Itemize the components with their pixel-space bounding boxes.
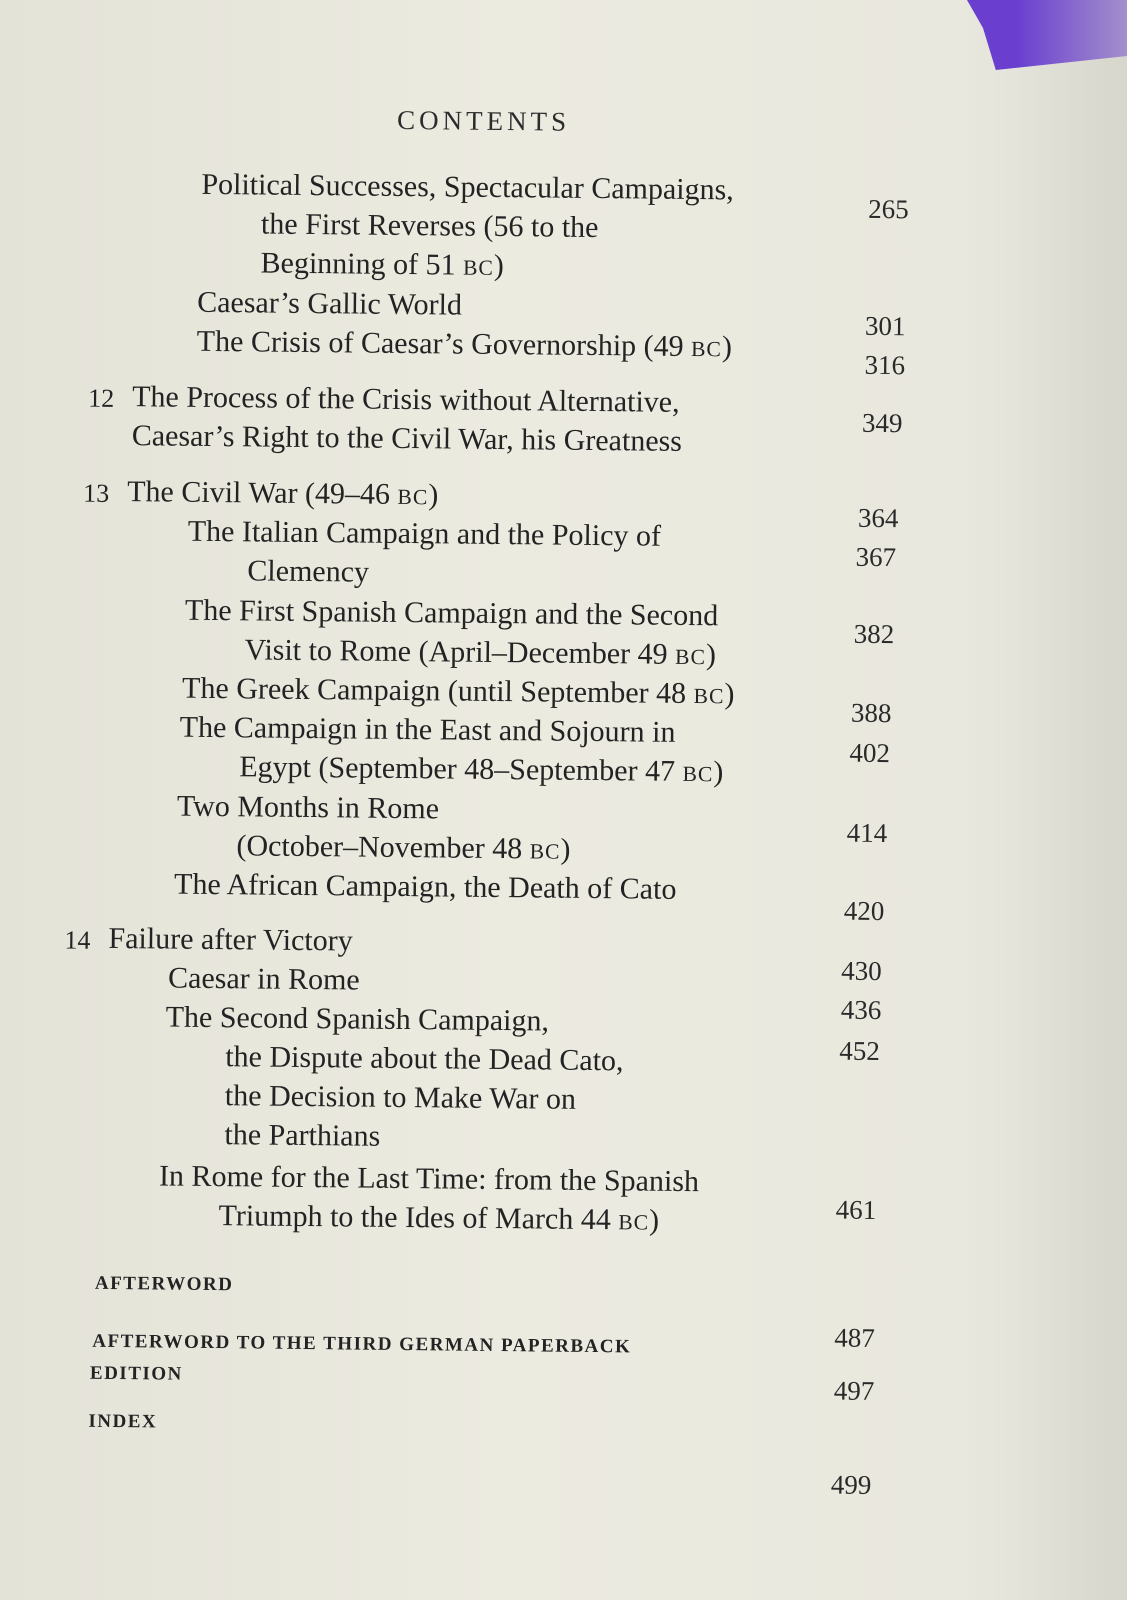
entry-line: Political Successes, Spectacular Campaigns, <box>201 167 734 207</box>
entry-line: The African Campaign, the Death of Cato <box>173 867 677 906</box>
entry-line: The Crisis of Caesar’s Governorship (49 BC) <box>196 324 733 364</box>
back-matter-heading: INDEX <box>88 1410 158 1433</box>
entry-line: The Campaign in the East and Sojourn in <box>179 710 676 749</box>
page-number: 367 <box>855 541 897 573</box>
page-number: 452 <box>839 1035 881 1066</box>
entry-line: Triumph to the Ides of March 44 BC) <box>218 1199 660 1237</box>
entry-line: the Parthians <box>224 1118 381 1153</box>
chapter-number: 14 <box>64 925 91 955</box>
entry-line: The Italian Campaign and the Policy of <box>187 514 662 553</box>
entry-line: Caesar’s Gallic World <box>197 285 463 322</box>
page-number: 316 <box>864 349 906 381</box>
entry-line: The Civil War (49–46 BC) <box>127 475 439 512</box>
entry-line: The Greek Campaign (until September 48 BC) <box>181 671 735 711</box>
entry-line: the Decision to Make War on <box>224 1079 577 1116</box>
era-smallcaps: BC <box>529 839 561 864</box>
entry-line: Visit to Rome (April–December 49 BC) <box>244 633 717 672</box>
page-title: CONTENTS <box>396 104 571 137</box>
entry-line: the First Reverses (56 to the <box>260 207 599 244</box>
entry-line: the Dispute about the Dead Cato, <box>225 1040 624 1078</box>
page-number: 402 <box>849 737 891 769</box>
era-smallcaps: BC <box>693 684 725 709</box>
entry-line: (October–November 48 BC) <box>236 829 571 866</box>
page-number: 487 <box>834 1322 876 1353</box>
page-number: 430 <box>841 955 882 987</box>
era-smallcaps: BC <box>682 761 714 787</box>
entry-line: The Process of the Crisis without Alternative, <box>132 380 680 419</box>
page-number: 461 <box>835 1194 877 1225</box>
page-number: 265 <box>868 193 909 225</box>
era-smallcaps: BC <box>690 336 723 362</box>
chapter-number: 12 <box>88 383 115 413</box>
entry-line: In Rome for the Last Time: from the Spanish <box>158 1159 700 1199</box>
entry-line: Caesar’s Right to the Civil War, his Greatness <box>131 419 683 458</box>
entry-line: Failure after Victory <box>108 921 353 958</box>
page-number: 420 <box>843 895 885 927</box>
page-number: 499 <box>830 1469 872 1500</box>
entry-line: Egypt (September 48–September 47 BC) <box>239 750 724 789</box>
page-number: 301 <box>864 310 906 342</box>
page-number: 364 <box>857 502 899 534</box>
entry-line: Clemency <box>247 554 370 589</box>
back-matter-heading: EDITION <box>89 1362 183 1385</box>
back-matter-heading: AFTERWORD TO THE THIRD GERMAN PAPERBACK <box>92 1330 632 1358</box>
era-smallcaps: BC <box>397 484 429 510</box>
page-number: 436 <box>840 994 882 1026</box>
entry-line: Two Months in Rome <box>176 789 440 826</box>
era-smallcaps: BC <box>618 1210 650 1235</box>
era-smallcaps: BC <box>462 255 495 280</box>
entry-line: The First Spanish Campaign and the Second <box>184 593 719 633</box>
entry-line: Beginning of 51 BC) <box>260 246 505 283</box>
page-number: 497 <box>833 1375 875 1406</box>
entry-line: Caesar in Rome <box>167 961 360 997</box>
back-matter-heading: AFTERWORD <box>94 1272 234 1296</box>
page-number: 382 <box>853 618 895 650</box>
chapter-number: 13 <box>83 478 110 508</box>
entry-line: The Second Spanish Campaign, <box>165 1000 550 1038</box>
era-smallcaps: BC <box>674 644 707 670</box>
page-number: 349 <box>861 407 903 439</box>
page-number: 388 <box>850 697 892 729</box>
page-number: 414 <box>846 817 888 849</box>
